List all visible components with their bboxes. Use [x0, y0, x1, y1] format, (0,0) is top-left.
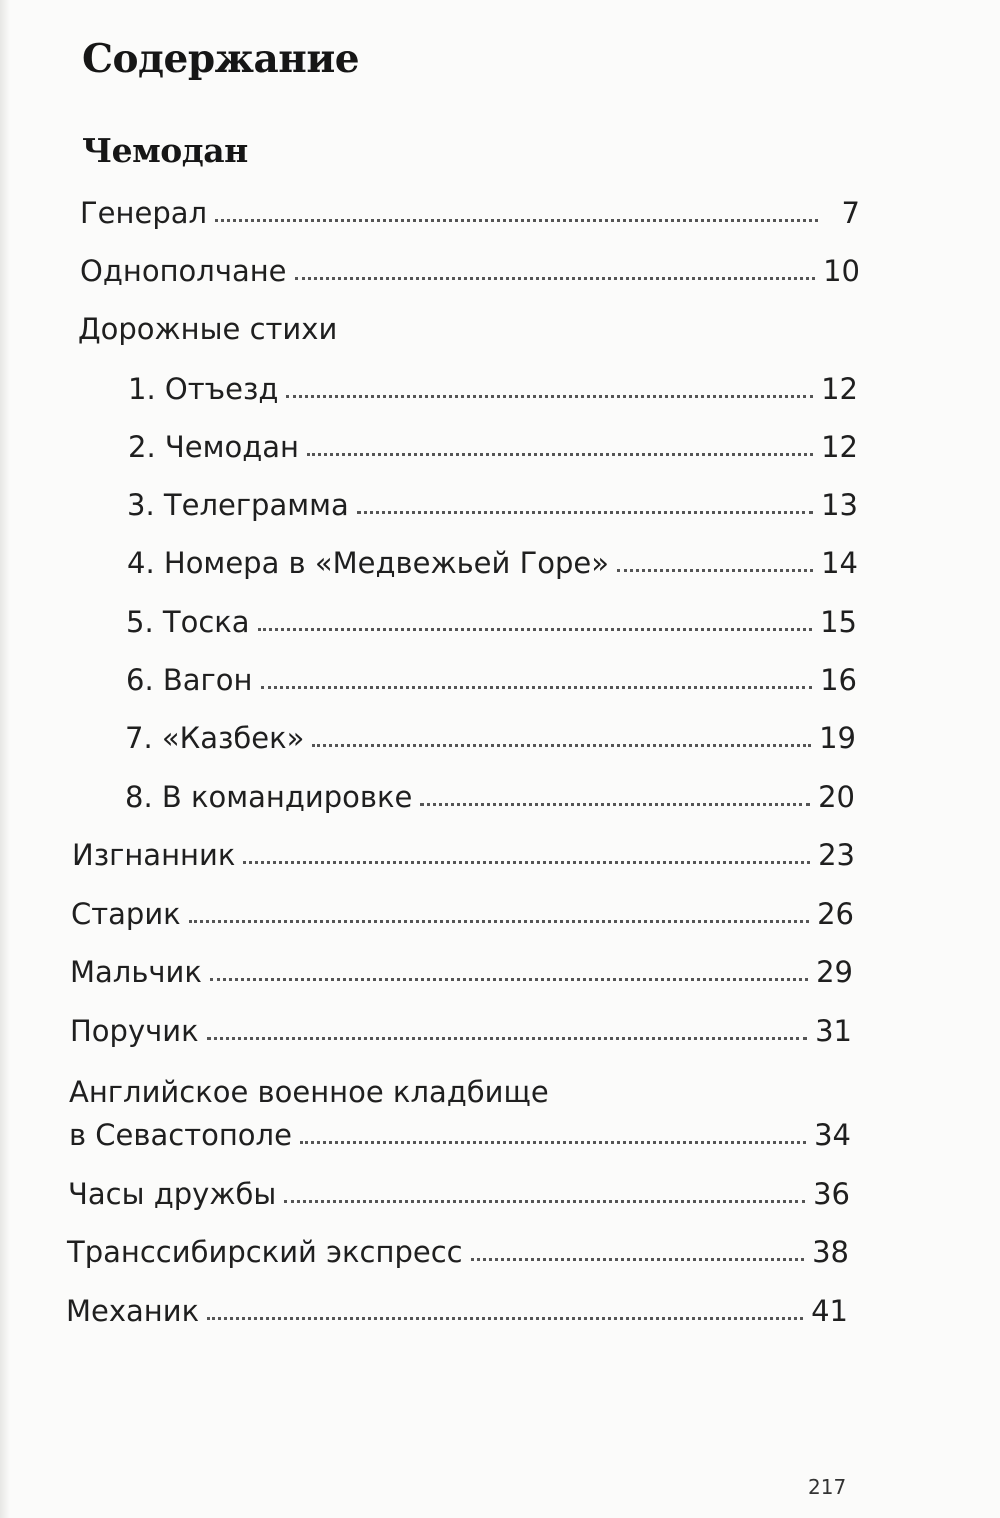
toc-entry[interactable] — [80, 254, 860, 289]
entry-title: в Севастополе — [69, 1118, 292, 1152]
dot-leader — [243, 861, 810, 864]
entry-page-number: 14 — [821, 546, 858, 580]
entry-title: Транссибирский экспресс — [67, 1235, 463, 1269]
entry-page-number: 20 — [818, 780, 855, 814]
entry-page-number: 19 — [819, 721, 856, 755]
entry-title: Старик — [71, 897, 181, 931]
entry-page-number: 7 — [841, 196, 860, 230]
entry-title: 7. «Казбек» — [125, 721, 305, 755]
dot-leader — [261, 686, 813, 689]
dot-leader — [286, 395, 813, 398]
entry-title: Изгнанник — [72, 838, 236, 872]
entry-page-number: 13 — [821, 488, 858, 522]
entry-title: 3. Телеграмма — [127, 488, 349, 522]
dot-leader — [189, 920, 809, 923]
toc-entry[interactable] — [66, 1294, 848, 1329]
entry-title: 8. В командировке — [125, 780, 413, 814]
toc-entry[interactable] — [70, 1014, 852, 1049]
toc-subentry[interactable] — [128, 372, 858, 407]
dot-leader — [357, 511, 813, 514]
toc-subentry[interactable] — [125, 721, 856, 756]
entry-title: 1. Отъезд — [128, 372, 279, 406]
dot-leader — [300, 1141, 806, 1144]
toc-subentry[interactable] — [125, 780, 855, 815]
entry-page-number: 12 — [821, 372, 858, 406]
toc-entry[interactable] — [72, 838, 855, 873]
toc-subentry[interactable] — [127, 546, 858, 581]
entry-title: 2. Чемодан — [128, 430, 300, 464]
dot-leader — [215, 219, 818, 222]
entry-title: Механик — [66, 1294, 200, 1328]
dot-leader — [617, 569, 813, 572]
toc-entry[interactable] — [67, 1235, 849, 1270]
toc-entry[interactable] — [68, 1177, 850, 1212]
entry-page-number: 31 — [815, 1014, 852, 1048]
page-number: 217 — [808, 1475, 847, 1499]
toc-entry[interactable] — [69, 1118, 851, 1153]
dot-leader — [307, 453, 813, 456]
dot-leader — [258, 628, 813, 631]
entry-page-number: 26 — [817, 897, 854, 931]
entry-page-number: 10 — [823, 254, 860, 288]
entry-page-number: 34 — [814, 1118, 851, 1152]
entry-page-number: 12 — [821, 430, 858, 464]
dot-leader — [210, 978, 808, 981]
dot-leader — [420, 803, 810, 806]
dot-leader — [471, 1258, 805, 1261]
entry-title: Генерал — [80, 196, 208, 230]
toc-entry[interactable] — [80, 196, 860, 231]
entry-title: Часы дружбы — [68, 1177, 277, 1211]
toc-entry[interactable] — [70, 955, 853, 990]
entry-page-number: 36 — [813, 1177, 850, 1211]
dot-leader — [207, 1317, 803, 1320]
entry-title: 5. Тоска — [126, 605, 250, 639]
entry-title: 4. Номера в «Медвежьей Горе» — [127, 546, 609, 580]
toc-subentry[interactable] — [128, 430, 858, 465]
toc-group-heading: Дорожные стихи — [78, 312, 338, 346]
entry-title: Однополчане — [80, 254, 287, 288]
toc-subentry[interactable] — [126, 663, 857, 698]
entry-title: 6. Вагон — [126, 663, 253, 697]
entry-page-number: 15 — [820, 605, 857, 639]
entry-page-number: 16 — [820, 663, 857, 697]
dot-leader — [295, 277, 816, 280]
entry-title: Мальчик — [70, 955, 202, 989]
toc-subentry[interactable] — [126, 605, 857, 640]
dot-leader — [284, 1200, 805, 1203]
dot-leader — [207, 1037, 807, 1040]
entry-page-number: 23 — [818, 838, 855, 872]
toc-entry[interactable] — [71, 897, 854, 932]
contents-title: Содержание — [82, 36, 360, 82]
entry-page-number: 29 — [816, 955, 853, 989]
toc-subentry[interactable] — [127, 488, 858, 523]
entry-page-number: 41 — [811, 1294, 848, 1328]
entry-title: Поручик — [70, 1014, 199, 1048]
dot-leader — [312, 744, 811, 747]
entry-page-number: 38 — [812, 1235, 849, 1269]
section-title: Чемодан — [82, 131, 248, 170]
toc-entry-first-line: Английское военное кладбище — [69, 1075, 549, 1109]
